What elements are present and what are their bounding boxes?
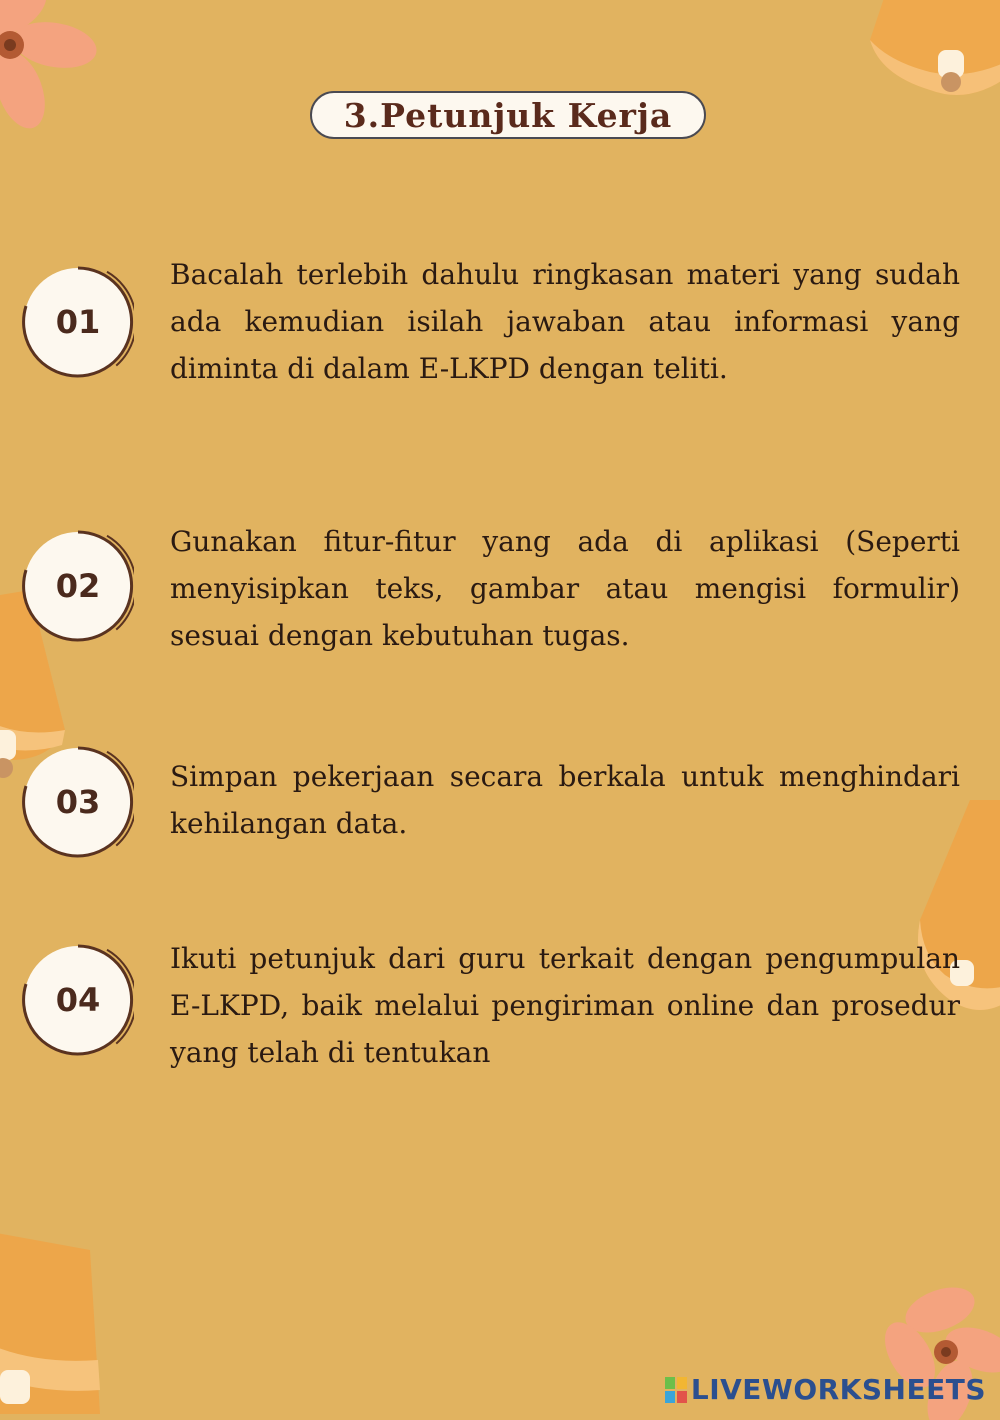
watermark-text: LIVEWORKSHEETS	[690, 1373, 986, 1406]
step-badge	[22, 266, 134, 378]
flower-top-left-icon	[0, 0, 120, 160]
step-number: 03	[55, 783, 101, 821]
step-number: 04	[55, 981, 101, 1019]
lantern-top-right-icon	[860, 0, 1000, 120]
step-text: Bacalah terlebih dahulu ringkasan materi yang sudah ada kemudian isilah jawaban atau informasi yang diminta di dalam E-LKPD dengan teliti.	[170, 258, 960, 385]
step-badge	[22, 746, 134, 858]
step-number: 01	[55, 303, 101, 341]
lantern-bottom-left-icon	[0, 1230, 110, 1414]
title-pill	[310, 91, 706, 139]
step-text: Gunakan fitur-fitur yang ada di aplikasi (Seperti menyisipkan teks, gambar atau mengisi formulir) sesuai dengan kebutuhan tugas.	[170, 525, 960, 652]
step-text: Ikuti petunjuk dari guru terkait dengan pengumpulan E-LKPD, baik melalui pengiriman online dan prosedur yang telah di tentukan	[170, 942, 960, 1069]
step-badge	[22, 530, 134, 642]
step-number: 02	[55, 567, 101, 605]
page-title: 3.Petunjuk Kerja	[343, 95, 673, 135]
step-text: Simpan pekerjaan secara berkala untuk menghindari kehilangan data.	[170, 760, 960, 840]
liveworksheets-watermark[interactable]	[665, 1373, 986, 1406]
step-badge	[22, 944, 134, 1056]
liveworksheets-logo-icon	[665, 1377, 687, 1403]
